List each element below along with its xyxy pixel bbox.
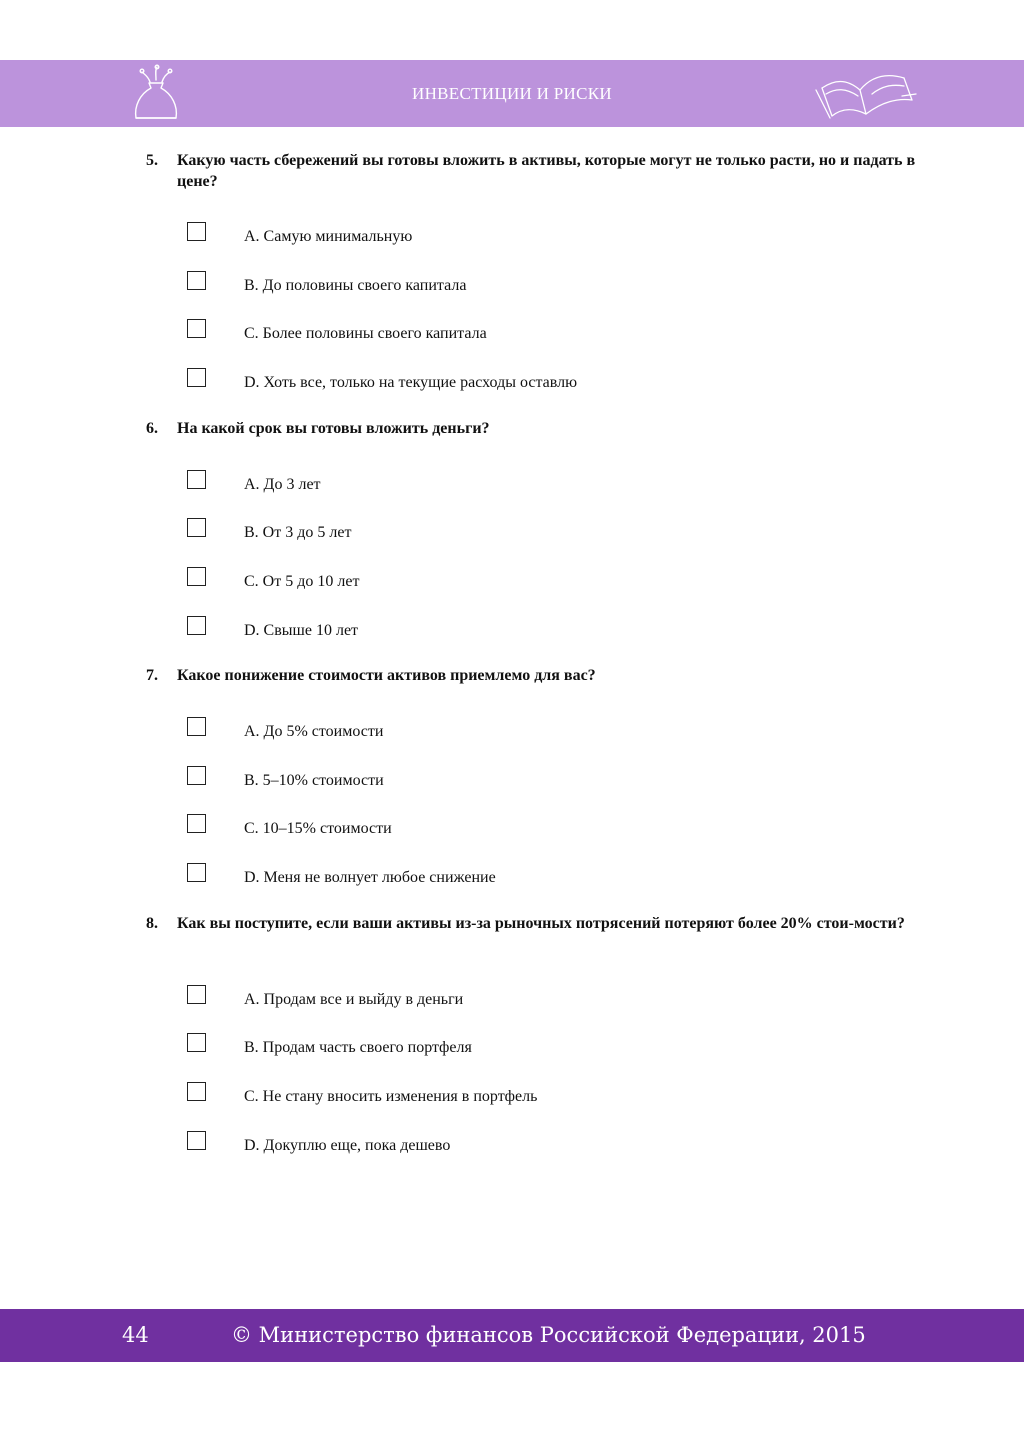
- checkbox[interactable]: [187, 1082, 206, 1101]
- question-number: 6.: [146, 420, 158, 437]
- header-title: ИНВЕСТИЦИИ И РИСКИ: [412, 84, 612, 103]
- checkbox[interactable]: [187, 717, 206, 736]
- option-label: B. До половины своего капитала: [244, 277, 467, 294]
- copyright-text: © Министерство финансов Российской Федерации, 2015: [231, 1323, 866, 1347]
- option-7b: [187, 766, 887, 790]
- question-text: На какой срок вы готовы вложить деньги?: [177, 420, 490, 437]
- option-6b: [187, 518, 887, 542]
- question-6: [146, 418, 916, 439]
- option-label: A. Самую минимальную: [244, 228, 413, 245]
- option-5d: [187, 368, 887, 392]
- question-7: [146, 665, 916, 686]
- question-number: 8.: [146, 915, 158, 932]
- option-label: D. Меня не волнует любое снижение: [244, 869, 496, 886]
- option-label: A. До 3 лет: [244, 476, 321, 493]
- option-label: D. Свыше 10 лет: [244, 622, 359, 639]
- option-label: B. 5–10% стоимости: [244, 772, 384, 789]
- option-label: B. От 3 до 5 лет: [244, 524, 352, 541]
- checkbox[interactable]: [187, 470, 206, 489]
- checkbox[interactable]: [187, 319, 206, 338]
- option-label: C. 10–15% стоимости: [244, 820, 392, 837]
- checkbox[interactable]: [187, 616, 206, 635]
- option-8a: [187, 985, 887, 1009]
- checkbox[interactable]: [187, 271, 206, 290]
- question-number: 7.: [146, 667, 158, 684]
- option-label: C. Не стану вносить изменения в портфель: [244, 1088, 538, 1105]
- checkbox[interactable]: [187, 222, 206, 241]
- page-number: 44: [122, 1323, 149, 1347]
- option-label: D. Хоть все, только на текущие расходы оставлю: [244, 374, 578, 391]
- question-number: 5.: [146, 152, 158, 169]
- option-8d: [187, 1131, 887, 1155]
- checkbox[interactable]: [187, 1131, 206, 1150]
- question-8: [146, 913, 916, 934]
- question-text: Какую часть сбережений вы готовы вложить в активы, которые могут не только расти, но и падать в цене?: [177, 152, 916, 190]
- option-5c: [187, 319, 887, 343]
- checkbox[interactable]: [187, 567, 206, 586]
- option-7a: [187, 717, 887, 741]
- question-text: Как вы поступите, если ваши активы из-за рыночных потрясений потеряют более 20% стои-мости?: [177, 915, 905, 932]
- option-6d: [187, 616, 887, 640]
- question-text: Какое понижение стоимости активов приемлемо для вас?: [177, 667, 596, 684]
- option-6c: [187, 567, 887, 591]
- checkbox[interactable]: [187, 766, 206, 785]
- option-8b: [187, 1033, 887, 1057]
- option-7d: [187, 863, 887, 887]
- option-7c: [187, 814, 887, 838]
- checkbox[interactable]: [187, 368, 206, 387]
- option-label: D. Докуплю еще, пока дешево: [244, 1137, 451, 1154]
- vase-icon: [130, 64, 182, 124]
- checkbox[interactable]: [187, 814, 206, 833]
- open-book-icon: [812, 66, 920, 122]
- option-5a: [187, 222, 887, 246]
- checkbox[interactable]: [187, 1033, 206, 1052]
- option-5b: [187, 271, 887, 295]
- option-label: B. Продам часть своего портфеля: [244, 1039, 472, 1056]
- option-label: A. Продам все и выйду в деньги: [244, 991, 464, 1008]
- option-6a: [187, 470, 887, 494]
- checkbox[interactable]: [187, 985, 206, 1004]
- option-label: A. До 5% стоимости: [244, 723, 384, 740]
- question-5: [146, 150, 916, 192]
- checkbox[interactable]: [187, 518, 206, 537]
- option-label: C. Более половины своего капитала: [244, 325, 487, 342]
- option-8c: [187, 1082, 887, 1106]
- option-label: C. От 5 до 10 лет: [244, 573, 360, 590]
- checkbox[interactable]: [187, 863, 206, 882]
